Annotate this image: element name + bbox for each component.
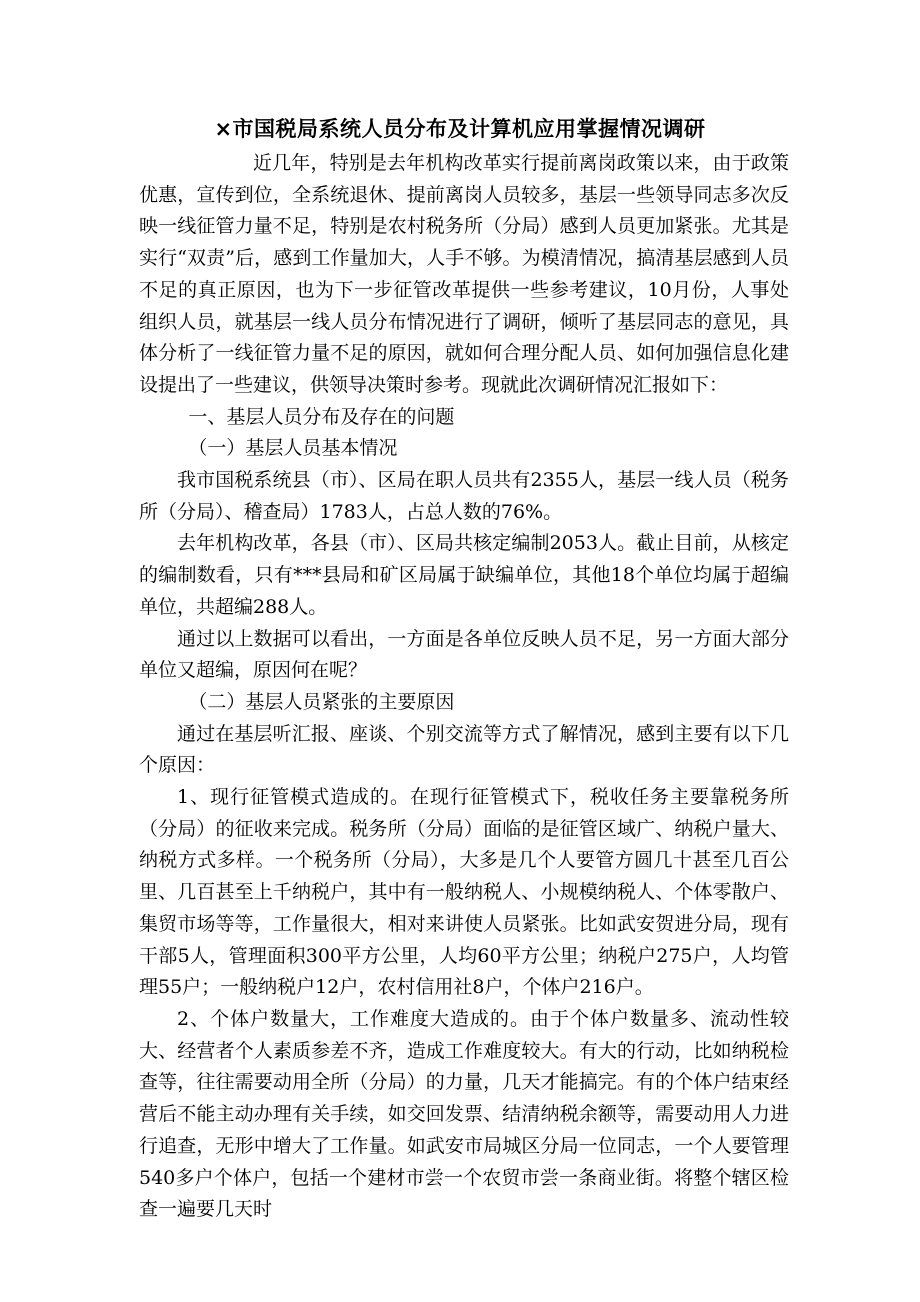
body-paragraph: 通过在基层听汇报、座谈、个别交流等方式了解情况，感到主要有以下几个原因： xyxy=(139,722,789,777)
body-paragraph: 我市国税系统县（市）、区局在职人员共有2355人，基层一线人员（税务所（分局）、稽查局）1783人，占总人数的76%。 xyxy=(139,469,789,523)
document-title: ×市国税局系统人员分布及计算机应用掌握情况调研 xyxy=(214,117,706,141)
subsection-heading: （一）基层人员基本情况 xyxy=(188,437,398,460)
intro-paragraph: 近几年，特别是去年机构改革实行提前离岗政策以来，由于政策优惠，宣传到位，全系统退休、提前离岗人员较多，基层一些领导同志多次反映一线征管力量不足，特别是农村税务所（分局）感到人员更加紧张。尤其是实行“双责”后，感到工作量加大，人手不够。为模清情况，搞清基层感到人员不足的真正原因，也为下一步征管改革提供一些参考建议，10月份，人事处组织人员，就基层一线人员分布情况进行了调研，倾听了基层同志的意见，具体分析了一线征管力量不足的原因，就如何合理分配人员、如何加强信息化建设提出了一些建议，供领导决策时参考。现就此次调研情况汇报如下： xyxy=(139,152,789,396)
document-body xyxy=(139,148,789,1226)
body-paragraph: 1、现行征管模式造成的。在现行征管模式下，税收任务主要靠税务所（分局）的征收来完成。税务所（分局）面临的是征管区域广、纳税户量大、纳税方式多样。一个税务所（分局），大多是几个人要管方圆几十甚至几百公里、几百甚至上千纳税户，其中有一般纳税人、小规模纳税人、个体零散户、集贸市场等等，工作量很大，相对来讲使人员紧张。比如武安贺进分局，现有干部5人，管理面积300平方公里，人均60平方公里；纳税户275户，人均管理55户；一般纳税户12户，农村信用社8户，个体户216户。 xyxy=(139,786,789,999)
body-paragraph: 去年机构改革，各县（市）、区局共核定编制2053人。截止目前，从核定的编制数看，只有***县局和矿区局属于缺编单位，其他18个单位均属于超编单位，共超编288人。 xyxy=(139,532,789,618)
body-paragraph: 2、个体户数量大，工作难度大造成的。由于个体户数量多、流动性较大、经营者个人素质参差不齐，造成工作难度较大。有大的行动，比如纳税检查等，往往需要动用全所（分局）的力量，几天才能搞完。有的个体户结束经营后不能主动办理有关手续，如交回发票、结清纳税余额等，需要动用人力进行追查，无形中增大了工作量。如武安市局城区分局一位同志，一个人要管理540多户个体户，包括一个建材市尝一个农贸市尝一条商业街。将整个辖区检查一遍要几天时 xyxy=(139,1007,789,1221)
subsection-heading: （二）基层人员紧张的主要原因 xyxy=(188,690,455,713)
body-paragraph: 通过以上数据可以看出，一方面是各单位反映人员不足，另一方面大部分单位又超编，原因何在呢？ xyxy=(139,627,789,682)
section-heading: 一、基层人员分布及存在的问题 xyxy=(188,405,455,428)
